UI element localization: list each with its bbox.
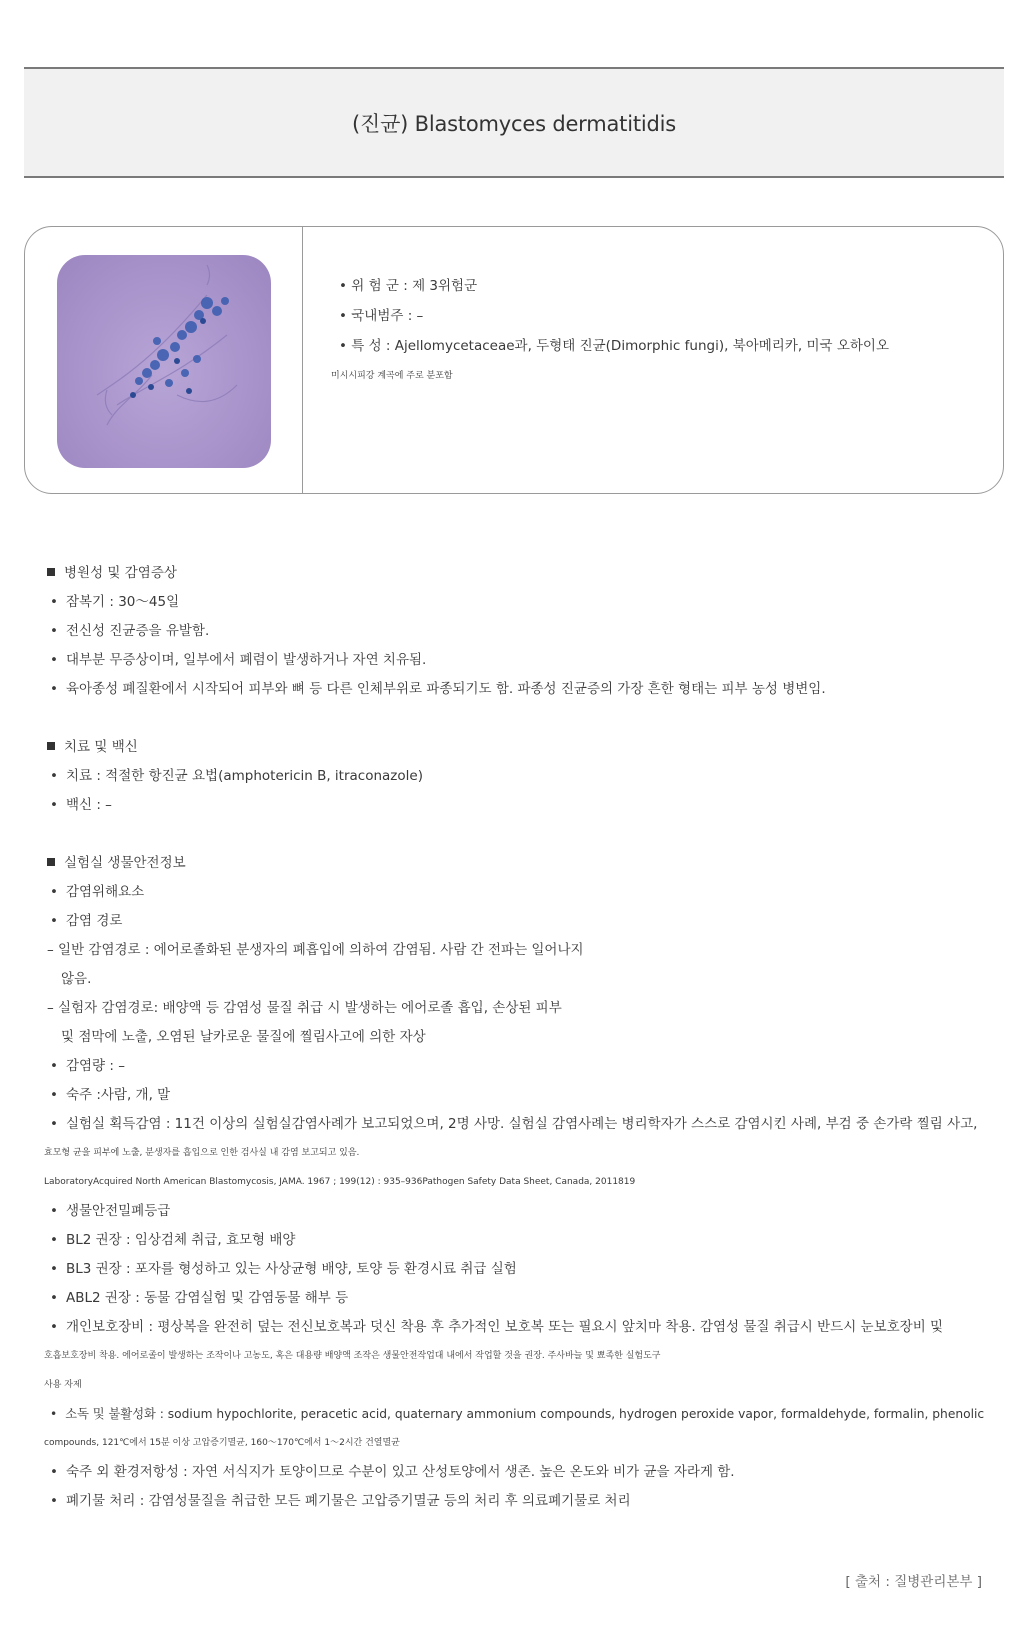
panel-divider: [302, 227, 303, 493]
bullet-icon: •: [50, 1087, 58, 1103]
bullet-icon: •: [50, 1464, 58, 1480]
square-icon: [47, 858, 55, 866]
list-item: • BL3 권장 : 포자를 형성하고 있는 사상균형 배양, 토양 등 환경시료 취급 실험: [50, 1261, 517, 1277]
list-item: • ABL2 권장 : 동물 감염실험 및 감염동물 해부 등: [50, 1290, 349, 1306]
bullet-icon: •: [50, 1116, 58, 1132]
bullet-icon: •: [50, 1407, 58, 1421]
section-heading-pathogenicity: 병원성 및 감염증상: [47, 559, 992, 588]
bullet-icon: •: [50, 623, 58, 639]
list-item: • 감염량 : –: [50, 1058, 125, 1074]
bullet-icon: •: [50, 1319, 58, 1335]
bullet-icon: •: [50, 768, 58, 784]
square-icon: [47, 742, 55, 750]
list-item: • 잠복기 : 30～45일: [50, 594, 180, 610]
list-item: • 감염 경로: [50, 913, 123, 929]
square-icon: [47, 568, 55, 576]
list-item: • 감염위해요소: [50, 884, 145, 900]
page-title: (진균) Blastomyces dermatitidis: [351, 111, 676, 136]
bullet-icon: •: [50, 1232, 58, 1248]
bullet-icon: •: [50, 884, 58, 900]
list-item: 호흡보호장비 착용. 에어로졸이 발생하는 조작이나 고농도, 혹은 대용량 배양액 조작은 생물안전작업대 내에서 작업할 것을 권장. 주사바늘 및 뾰족한 실험도구: [44, 1351, 661, 1361]
list-item: • 실험실 획득감염 : 11건 이상의 실험실감염사례가 보고되었으며, 2명 사망. 실험실 감염사례는 병리학자가 스스로 감염시킨 사례, 부검 중 손가락 찔림 사고,: [50, 1116, 978, 1132]
bullet-icon: •: [50, 1290, 58, 1306]
title-banner: [24, 67, 1004, 178]
list-item: 사용 자제: [44, 1380, 82, 1390]
bullet-icon: •: [50, 1058, 58, 1074]
detail-content: [44, 559, 992, 1516]
list-item: • 개인보호장비 : 평상복을 완전히 덮는 전신보호복과 덧신 착용 후 추가적인 보호복 또는 필요시 앞치마 착용. 감염성 물질 취급시 반드시 눈보호장비 및: [50, 1319, 944, 1335]
list-item: • 전신성 진균증을 유발함.: [50, 623, 210, 639]
section-heading-biosafety: 실험실 생물안전정보: [47, 849, 992, 878]
list-item: 및 점막에 노출, 오염된 날카로운 물질에 찔림사고에 의한 자상: [61, 1029, 426, 1045]
bullet-icon: •: [50, 594, 58, 610]
list-item: • 백신 : –: [50, 797, 112, 813]
bullet-icon: •: [50, 797, 58, 813]
list-item: • 생물안전밀폐등급: [50, 1203, 171, 1219]
list-item: • 숙주 외 환경저항성 : 자연 서식지가 토양이므로 수분이 있고 산성토양에서 생존. 높은 온도와 비가 균을 자라게 함.: [50, 1464, 735, 1480]
fungus-micrograph: [57, 255, 271, 468]
microscope-image: [57, 255, 271, 468]
risk-group: • 위 험 군 : 제 3위험군: [339, 278, 478, 294]
bullet-icon: •: [50, 1203, 58, 1219]
list-item: compounds, 121℃에서 15분 이상 고압증기멸균, 160～170℃에서 1～2시간 건열멸균: [44, 1438, 400, 1448]
list-item: • 소독 및 불활성화 : sodium hypochlorite, peracetic acid, quaternary ammonium compounds, hydrogen peroxide vapor, formaldehyde, formalin, phenolic: [50, 1407, 985, 1421]
list-item: – 실험자 감염경로: 배양액 등 감염성 물질 취급 시 발생하는 에어로졸 흡입, 손상된 피부: [47, 1000, 562, 1016]
reference-citation: LaboratoryAcquired North American Blastomycosis, JAMA. 1967 ; 199(12) : 935–936Pathogen Safety Data Sheet, Canada, 2011819: [44, 1177, 636, 1187]
summary-panel: [24, 226, 1004, 494]
domestic-category: • 국내범주 : –: [339, 308, 424, 324]
list-item: 않음.: [61, 971, 92, 987]
section-heading-treatment: 치료 및 백신: [47, 733, 992, 762]
list-item: • 치료 : 적절한 항진균 요법(amphotericin B, itraconazole): [50, 768, 423, 784]
bullet-icon: •: [50, 681, 58, 697]
characteristics-continued: 미시시피강 계곡에 주로 분포함: [331, 371, 453, 381]
list-item: 효모형 균을 피부에 노출, 분생자를 흡입으로 인한 검사실 내 감염 보고되고 있음.: [44, 1148, 360, 1158]
characteristics: • 특 성 : Ajellomycetaceae과, 두형태 진균(Dimorphic fungi), 북아메리카, 미국 오하이오: [339, 338, 889, 354]
list-item: – 일반 감염경로 : 에어로졸화된 분생자의 폐흡입에 의하여 감염됨. 사람 간 전파는 일어나지: [47, 942, 584, 958]
bullet-icon: •: [50, 652, 58, 668]
bullet-icon: •: [50, 913, 58, 929]
source-credit: [ 출처 : 질병관리본부 ]: [845, 1574, 982, 1590]
list-item: • 숙주 :사람, 개, 말: [50, 1087, 171, 1103]
summary-list: [331, 271, 979, 391]
list-item: • 육아종성 폐질환에서 시작되어 피부와 뼈 등 다른 인체부위로 파종되기도 함. 파종성 진균증의 가장 흔한 형태는 피부 농성 병변임.: [50, 681, 826, 697]
list-item: • BL2 권장 : 임상검체 취급, 효모형 배양: [50, 1232, 296, 1248]
bullet-icon: •: [50, 1493, 58, 1509]
list-item: • 대부분 무증상이며, 일부에서 폐렴이 발생하거나 자연 치유됨.: [50, 652, 427, 668]
list-item: • 폐기물 처리 : 감염성물질을 취급한 모든 폐기물은 고압증기멸균 등의 처리 후 의료폐기물로 처리: [50, 1493, 631, 1509]
bullet-icon: •: [50, 1261, 58, 1277]
